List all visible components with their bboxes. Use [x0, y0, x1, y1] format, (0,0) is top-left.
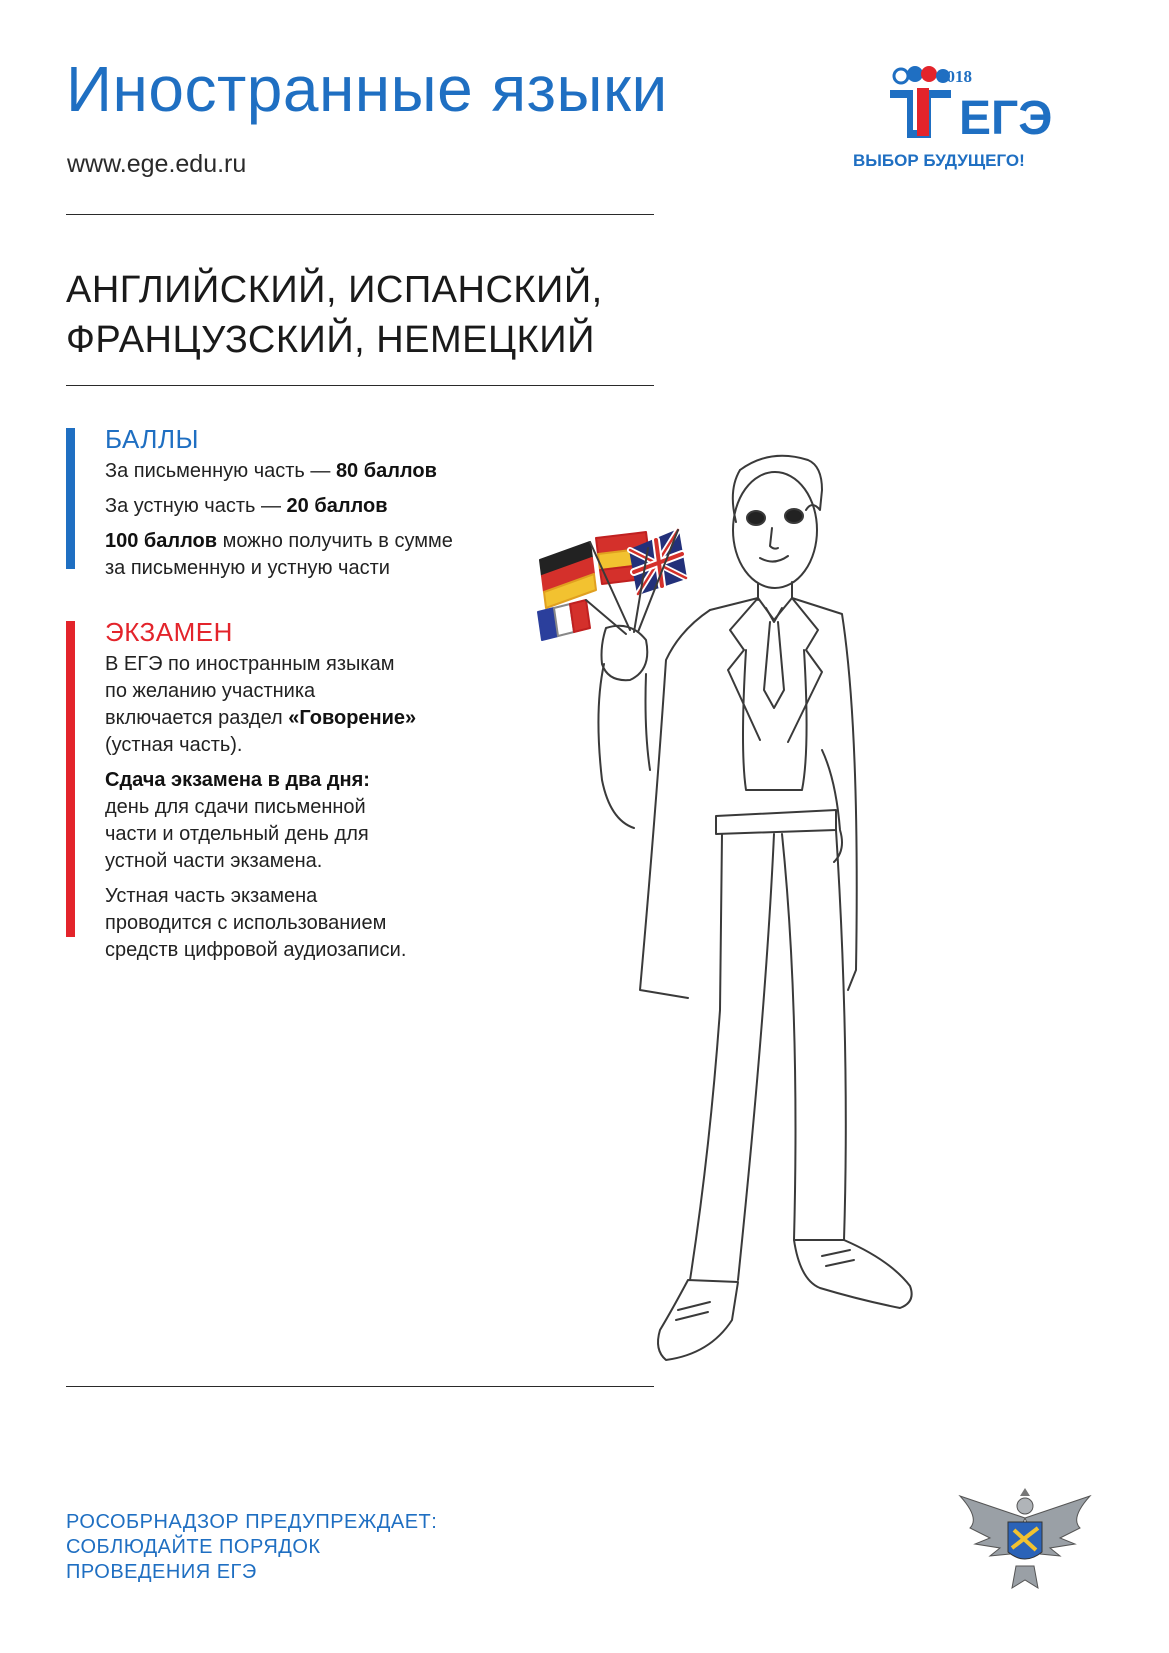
exam-paragraph-3: Устная часть экзамена проводится с использованием средств цифровой аудиозаписи.	[105, 885, 407, 961]
site-url: www.ege.edu.ru	[67, 150, 247, 178]
divider-middle	[66, 385, 654, 386]
rosobrnadzor-emblem-icon	[950, 1488, 1100, 1598]
exam-body	[105, 651, 416, 972]
divider-bottom	[66, 1386, 654, 1387]
exam-paragraph-2: Сдача экзамена в два дня: день для сдачи письменной части и отдельный день для устной части экзамена.	[105, 769, 370, 872]
logo-slogan: ВЫБОР БУДУЩЕГО!	[853, 151, 1025, 170]
divider-top	[66, 214, 654, 215]
footer-line-2: СОБЛЮДАЙТЕ ПОРЯДОК	[66, 1536, 321, 1558]
exam-title: ЭКЗАМЕН	[105, 617, 233, 647]
scores-accent-bar	[66, 428, 75, 569]
germany-flag	[540, 542, 596, 608]
languages-line-2: ФРАНЦУЗСКИЙ, НЕМЕЦКИЙ	[66, 319, 595, 361]
footer-line-1: РОСОБРНАДЗОР ПРЕДУПРЕЖДАЕТ:	[66, 1511, 438, 1533]
score-written: За письменную часть — 80 баллов	[105, 460, 437, 482]
scores-body	[105, 458, 453, 590]
ege-logo	[853, 62, 1108, 182]
exam-accent-bar	[66, 621, 75, 937]
footer-warning	[66, 1510, 437, 1585]
footer-line-3: ПРОВЕДЕНИЯ ЕГЭ	[66, 1561, 257, 1583]
languages-line-1: АНГЛИЙСКИЙ, ИСПАНСКИЙ,	[66, 269, 603, 311]
exam-paragraph-1: В ЕГЭ по иностранным языкам по желанию участника включается раздел «Говорение» (устная часть).	[105, 653, 417, 756]
scores-title: БАЛЛЫ	[105, 424, 200, 454]
languages-heading	[66, 265, 603, 365]
logo-year: 2018	[938, 67, 972, 86]
logo-name: ЕГЭ	[959, 92, 1053, 145]
score-total: 100 баллов можно получить в сумме за письменную и устную части	[105, 530, 453, 579]
score-oral: За устную часть — 20 баллов	[105, 495, 388, 517]
page-title: Иностранные языки	[66, 53, 668, 125]
student-illustration	[560, 450, 990, 1510]
